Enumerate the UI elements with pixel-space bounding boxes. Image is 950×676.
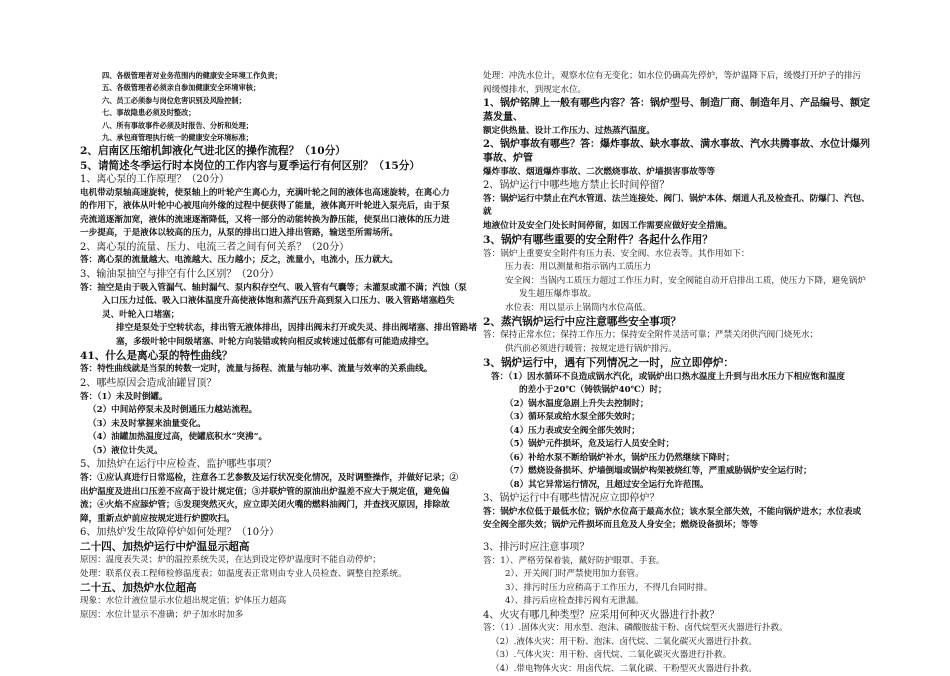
text-line: 壳流道逐渐加宽，液体的流速逐渐降低，又将一部分的动能转换为静压能，使泵出口液体的压力进 — [80, 214, 450, 225]
text-line: （2）.液体火灾：用干粉、泡沫、卤代烷、二氧化碳灭火器进行扑救。 — [491, 636, 758, 647]
text-line: 5、加热炉在运行中应检查、监护哪些事项？ — [80, 459, 277, 471]
text-line: 1、锅炉铭牌上一般有哪些内容？答：锅炉型号、制造厂商、制造年月、产品编号、额定蒸发量、 — [483, 98, 870, 123]
text-line: 的作用下，液体从叶轮中心被甩向外缘的过程中便获得了能量，液体离开叶轮进入泵壳后，由于泵 — [80, 201, 450, 212]
text-line: 电机带动泵轴高速旋转，使泵轴上的叶轮产生离心力，充满叶轮之间的液体也高速旋转，在离心力 — [80, 187, 450, 198]
text-line: 六、员工必须参与岗位危害识别及风险控制； — [102, 95, 246, 105]
text-line: 发生超压爆炸事故。 — [519, 289, 597, 300]
text-line: 3、锅炉有哪些重要的安全附件？各起什么作用？ — [483, 234, 713, 247]
text-line: 地液位计及安全门处长时间停留，如因工作需要应做好安全措施。 — [483, 220, 733, 231]
text-line: 5、请简述冬季运行时本岗位的工作内容与夏季运行有何区别？（15分） — [80, 159, 420, 172]
text-line: （7）燃烧设备损坏、炉墙倒塌或锅炉构架被烧红等，严重威胁锅炉安全运行时； — [505, 466, 812, 477]
text-line: 2、哪些原因会造成油罐冒顶？ — [80, 377, 217, 389]
text-line: （3）循环泵或给水泵全部失效时； — [505, 412, 640, 423]
text-line: 答：（1）未及时倒罐。 — [80, 391, 168, 402]
text-line: 答：1）、严格劳保着装，戴好防护眼罩、手套。 — [483, 555, 665, 566]
text-line: 答：（1）.固体火灾：用水型、泡沫、磷酸胺盐干粉、卤代烷型灭火器进行扑救。 — [483, 623, 788, 634]
text-line: 处理：冲洗水位计，观察水位有无变化；如水位仍确高先停炉，等炉温降下后，缓慢打开炉子的排污 — [483, 71, 862, 81]
text-line: 灵、叶轮入口堵塞； — [102, 309, 180, 320]
text-line: 原因：水位计显示不准确；炉子加水时加多 — [80, 609, 244, 620]
text-line: （5）锅炉元件损坏，危及运行人员安全时； — [505, 439, 675, 450]
text-line: 3、排污时应注意事项？ — [483, 541, 590, 553]
text-line: 2、蒸汽锅炉运行中应注意哪些安全事项？ — [483, 316, 682, 329]
text-line: 压力表：用以测量和指示锅内工质压力 — [505, 262, 652, 273]
text-line: 排空是泵处于空转状态，排出管无液体排出，因排出阀未打开或失灵、排出阀堵塞、排出管路堵 — [116, 323, 477, 334]
text-line: 二十四、加热炉运行中炉温显示超高 — [80, 540, 250, 553]
text-line: 答：特性曲线就是当泵的转数一定时，流量与扬程、流量与轴功率、流量与效率的关系曲线。 — [80, 364, 433, 375]
text-line: 一步提高，于是液体以较高的压力，从泵的排出口进入排出管路，输送至所需场所。 — [80, 228, 398, 239]
text-line: 安全阀：当锅内工质压力超过工作压力时，安全阀能自动开启排出工质，使压力下降，避免锅炉 — [505, 275, 866, 286]
text-line: 水位表：用以显示上锅筒内水位高低。 — [505, 302, 652, 313]
text-line: 二十五、加热炉水位超高 — [80, 582, 197, 595]
text-line: 1、离心泵的工作原理？（20分） — [80, 173, 230, 185]
text-line: 八、所有事故事件必须及时报告、分析和处理； — [102, 120, 253, 130]
text-line: 额定供热量、设计工作压力、过热蒸汽温度。 — [483, 125, 655, 136]
text-line: 流；④火焰不应舔炉管；⑤发现突然灭火，应立即关闭火嘴的燃料油阀门，并查找灭原因，排除故 — [80, 500, 450, 511]
text-line: 障，重新点炉前应按规定进行炉膛吹扫。 — [80, 513, 235, 524]
text-line: 答：抽空是由于吸入管漏气、轴封漏气、泵内积存空气、吸入管有气囊等；未灌泵或灌不满；汽蚀（泵 — [80, 282, 467, 293]
text-line: 答：锅炉运行中禁止在汽水管道、法兰连接处、阀门、锅炉本体、烟道人孔及检查孔、防爆门、汽包、就 — [483, 193, 870, 218]
text-line: （4）压力表或安全阀全部失效时； — [505, 425, 640, 436]
text-line: 4、火灾有哪几种类型？应采用何种灭火器进行扑救？ — [483, 609, 720, 621]
text-line: （5）液位计失灵。 — [88, 445, 163, 456]
text-line: 答：离心泵的流量越大、电流越大、压力越小；反之，流量小，电流小，压力就大。 — [80, 255, 398, 266]
text-line: 答：①应认真进行日常巡检，注意各工艺参数及运行状况变化情况，及时调整操作，并做好记录；② — [80, 473, 459, 484]
text-line: 原因：温度表失灵；炉的温控系统失灵，在达到设定停炉温度时不能自动停炉； — [80, 555, 381, 566]
text-line: 入口压力过低、吸入口液体温度升高使液体饱和蒸汽压升高到泵入口压力、吸入管路堵塞趋失 — [102, 296, 455, 307]
text-line: （2）锅水温度急剧上升失去控制时； — [505, 398, 649, 409]
text-line: （8）其它异常运行情况，且超过安全运行允许范围。 — [505, 479, 709, 490]
text-line: （6）补给水泵不断给锅炉补水，锅炉压力仍然继续下降时； — [505, 452, 735, 463]
text-line — [483, 533, 878, 541]
text-line: 6、加热炉发生故障停炉如何处理？（10分） — [80, 527, 280, 539]
text-line: 七、事故隐患必须及时整改； — [102, 108, 196, 118]
text-line: 2、锅炉运行中哪些地方禁止长时间停留？ — [483, 180, 670, 192]
text-line: 2、启南区压缩机卸液化气进北区的操作流程？（10分） — [80, 145, 346, 158]
text-line: 出炉温度及进出口压差不应高于设计规定值；③并联炉管的原油出炉温差不应大于规定值，避免偏 — [80, 486, 450, 497]
text-line: （3）未及时掌握来油量变化。 — [88, 418, 206, 429]
text-line: 2、锅炉事故有哪些？答：爆炸事故、缺水事故、满水事故、汽水共腾事故、水位计爆列事故、炉管 — [483, 139, 870, 164]
text-line: 41、什么是离心泵的特性曲线？ — [80, 350, 233, 363]
text-line: 塞，多级叶轮中间级堵塞、叶轮方向装错或转向相反或转速过低都有可能造成排空。 — [116, 336, 434, 347]
text-line: 五、各级管理者必须亲自参加健康安全环境审核； — [102, 83, 261, 93]
text-line: 九、承包商管理执行统一的健康安全环境标准； — [102, 133, 253, 143]
text-line: 答：（1）因水循环不良造成锅水汽化，或锅炉出口热水温度上升到与出水压力下相应饱和温度 — [491, 371, 846, 382]
text-line: 答：保持正常水位；保持工作压力；保持安全附件灵活可靠；严禁关闭供汽阀门烧死水； — [483, 330, 819, 341]
text-line: 处理：联系仪表工程师检修温度表；如温度表正常则由专业人员检查、调整自控系统。 — [80, 568, 407, 579]
text-line: 3、输油泵抽空与排空有什么区别？（20分） — [80, 268, 280, 280]
text-line: 4）、排污后应检查排污阀有无泄漏。 — [505, 596, 644, 607]
text-line: 安全阀全部失效；锅炉元件损坏而且危及人身安全；燃烧设备损坏；等等 — [483, 520, 759, 531]
text-line: 爆炸事故、烟道爆炸事故、二次燃烧事故、炉墙损害事故等等 — [483, 166, 716, 177]
text-line: 答：锅炉水位低于最低水位；锅炉水位高于最高水位；该水泵全部失效，不能向锅炉进水；水位表或 — [483, 506, 862, 517]
text-line: 供汽前必须进行暖管；按规定进行锅炉排污。 — [505, 343, 677, 354]
text-line: （2）中间站停泵未及时倒通压力越站流程。 — [88, 405, 258, 416]
text-line: （4）.带电物体火灾：用卤代烷、二氧化碳、干粉型灭火器进行扑救。 — [491, 663, 758, 674]
text-line: 四、各级管理者对业务范围内的健康安全环境工作负责； — [102, 71, 282, 80]
text-line: 的差小于20℃（铸铁锅炉40℃）时； — [519, 385, 667, 396]
text-line: 2）、开关阀门时严禁使用加力套管。 — [505, 569, 644, 580]
text-line: 2、离心泵的流量、压力、电流三者之间有何关系？（20分） — [80, 241, 350, 253]
text-line: 阀缓慢排水，到规定水位。 — [483, 84, 587, 95]
text-line: （3）.气体火灾：用干粉、卤代烷、二氧化碳灭火器进行扑救。 — [491, 650, 732, 661]
text-line: （4）油罐加热温度过高，使罐底积水“突沸”。 — [88, 432, 268, 443]
right-column — [483, 70, 878, 676]
text-line: 3、锅炉运行中，遇有下列情况之一时，应立即停炉： — [483, 357, 735, 370]
left-column — [80, 70, 490, 622]
text-line: 答：锅炉上重要安全附件有压力表、安全阀、水位表等。其作用如下： — [483, 248, 750, 259]
text-line: 现象：水位计液位显示水位超出规定值；炉体压力超高 — [80, 596, 287, 607]
text-line: 3）、排污时压力应稍高于工作压力，不得几台同时排。 — [505, 582, 713, 593]
text-line: 3、锅炉运行中有哪些情况应立即停炉？ — [483, 493, 660, 505]
